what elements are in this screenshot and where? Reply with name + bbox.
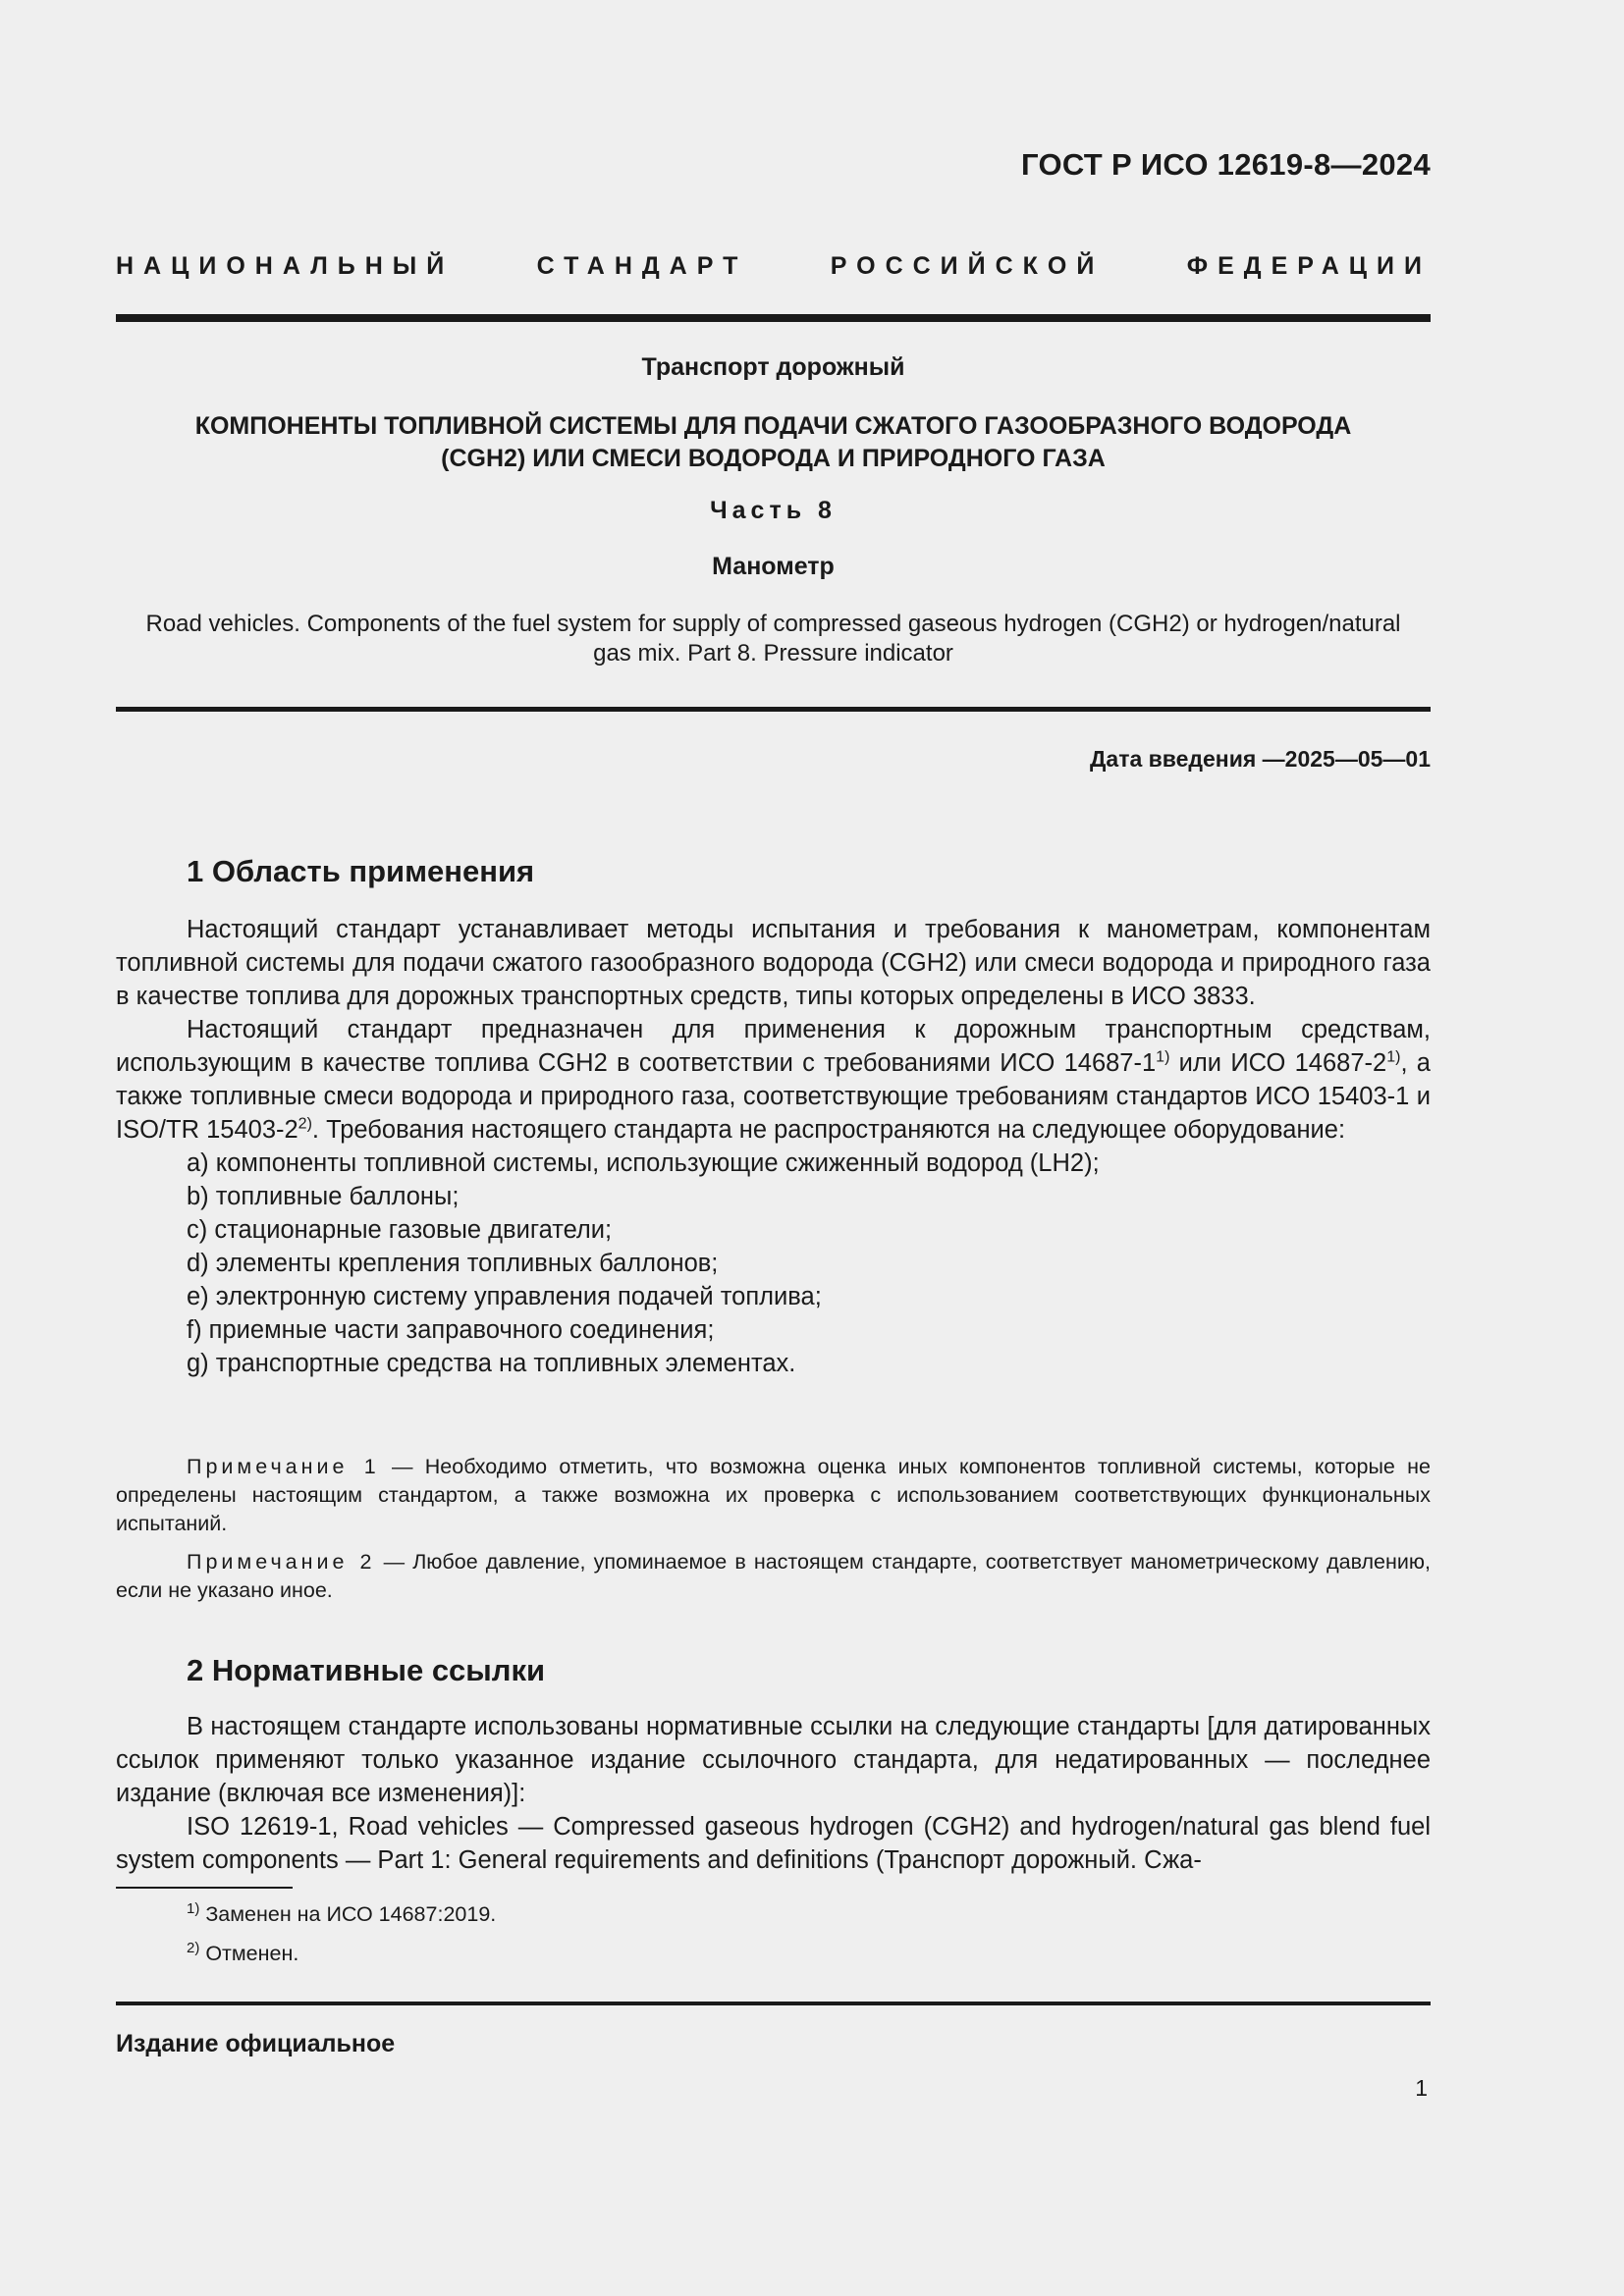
main-title bbox=[116, 410, 1431, 475]
official-edition-label: Издание официальное bbox=[116, 2030, 396, 2057]
section-1-paragraph-2 bbox=[116, 1013, 1431, 1147]
introduction-date: Дата введения —2025—05—01 bbox=[1090, 746, 1431, 772]
english-title-line-2: gas mix. Part 8. Pressure indicator bbox=[593, 640, 953, 667]
section-1-heading: 1 Область применения bbox=[187, 854, 535, 888]
footnote-ref-2: 2) bbox=[298, 1115, 312, 1133]
paragraph-2-text-a: Настоящий стандарт предназначен для применения к дорожным транспортным средствам, использующим в качестве топлива CGH2 в соответствии с требованиями ИСО 14687-1 bbox=[116, 1016, 1431, 1077]
part-title: Манометр bbox=[712, 553, 835, 580]
paragraph-2-text-b: или ИСО 14687-2 bbox=[1169, 1049, 1387, 1077]
note-1-label: Примечание 1 bbox=[187, 1455, 380, 1478]
note-2 bbox=[116, 1548, 1431, 1605]
top-rule bbox=[116, 314, 1431, 322]
note-2-label: Примечание 2 bbox=[187, 1550, 376, 1574]
note-1 bbox=[116, 1453, 1431, 1538]
footnote-ref-1: 1) bbox=[1156, 1048, 1170, 1066]
footnote-2-mark: 2) bbox=[187, 1939, 200, 1956]
section-1-body bbox=[116, 913, 1431, 1380]
section-1-paragraph-1: Настоящий стандарт устанавливает методы испытания и требования к манометрам, компонентам топливной системы для подачи сжатого газообразного водорода (CGH2) или смеси водорода и природного газа в качестве топлива для дорожных транспортных средств, типы которых определены в ИСО 3833. bbox=[116, 916, 1431, 1010]
footnote-2-text: Отменен. bbox=[199, 1942, 299, 1965]
footnote-1 bbox=[187, 1899, 497, 1927]
note-1-text: — Необходимо отметить, что возможна оценка иных компонентов топливной системы, которые не определены настоящим стандартом, а также возможна их проверка с использованием соответствующих функциональных испытаний. bbox=[116, 1455, 1431, 1535]
list-item: f) приемные части заправочного соединения; bbox=[187, 1316, 715, 1344]
list-item: e) электронную систему управления подачей топлива; bbox=[187, 1283, 822, 1310]
section-2-heading: 2 Нормативные ссылки bbox=[187, 1653, 546, 1687]
footnote-ref-1b: 1) bbox=[1386, 1048, 1401, 1066]
middle-rule bbox=[116, 707, 1431, 712]
english-title-line-1: Road vehicles. Components of the fuel system for supply of compressed gaseous hydrogen (CGH2) or hydrogen/natural bbox=[145, 611, 1401, 637]
footnote-2 bbox=[187, 1939, 299, 1966]
footnote-1-text: Заменен на ИСО 14687:2019. bbox=[199, 1902, 497, 1926]
footnote-1-mark: 1) bbox=[187, 1899, 200, 1917]
note-2-text: — Любое давление, упоминаемое в настоящем стандарте, соответствует манометрическому давлению, если не указано иное. bbox=[116, 1550, 1431, 1602]
list-item: c) стационарные газовые двигатели; bbox=[187, 1216, 613, 1244]
list-item: a) компоненты топливной системы, использующие сжиженный водород (LH2); bbox=[187, 1149, 1100, 1177]
bottom-rule bbox=[116, 2002, 1431, 2005]
list-item: b) топливные баллоны; bbox=[187, 1183, 460, 1210]
national-standard-title: НАЦИОНАЛЬНЫЙ СТАНДАРТ РОССИЙСКОЙ ФЕДЕРАЦИИ bbox=[116, 252, 1432, 280]
section-2-paragraph-2: ISO 12619-1, Road vehicles — Compressed gaseous hydrogen (CGH2) and hydrogen/natural gas blend fuel system components — Part 1: General requirements and definitions (Транспорт дорожный. Сжа- bbox=[116, 1813, 1431, 1874]
page-number: 1 bbox=[1415, 2075, 1428, 2101]
main-title-line-1: КОМПОНЕНТЫ ТОПЛИВНОЙ СИСТЕМЫ ДЛЯ ПОДАЧИ СЖАТОГО ГАЗООБРАЗНОГО ВОДОРОДА bbox=[194, 412, 1352, 440]
list-item: g) транспортные средства на топливных элементах. bbox=[187, 1350, 796, 1377]
english-title bbox=[116, 610, 1431, 668]
list-item: d) элементы крепления топливных баллонов; bbox=[187, 1250, 719, 1277]
section-2-paragraph-1: В настоящем стандарте использованы нормативные ссылки на следующие стандарты [для датированных ссылок применяют только указанное издание ссылочного стандарта, для недатированных — последнее издание (включая все изменения)]: bbox=[116, 1713, 1431, 1807]
paragraph-2-text-d: . Требования настоящего стандарта не распространяются на следующее оборудование: bbox=[311, 1116, 1346, 1144]
section-2-body bbox=[116, 1710, 1431, 1877]
part-label: Часть 8 bbox=[710, 497, 837, 524]
document-number: ГОСТ Р ИСО 12619-8—2024 bbox=[1021, 147, 1431, 182]
subtitle: Транспорт дорожный bbox=[641, 353, 905, 381]
footnote-rule bbox=[116, 1887, 293, 1889]
main-title-line-2: (CGH2) ИЛИ СМЕСИ ВОДОРОДА И ПРИРОДНОГО ГАЗА bbox=[441, 445, 1106, 472]
paragraph-2-text-c: , а также топливные смеси водорода и природного газа, соответствующие требованиям стандартов ИСО 15403-1 и ISO/TR 15403-2 bbox=[116, 1049, 1431, 1144]
section-1-notes bbox=[116, 1453, 1431, 1615]
